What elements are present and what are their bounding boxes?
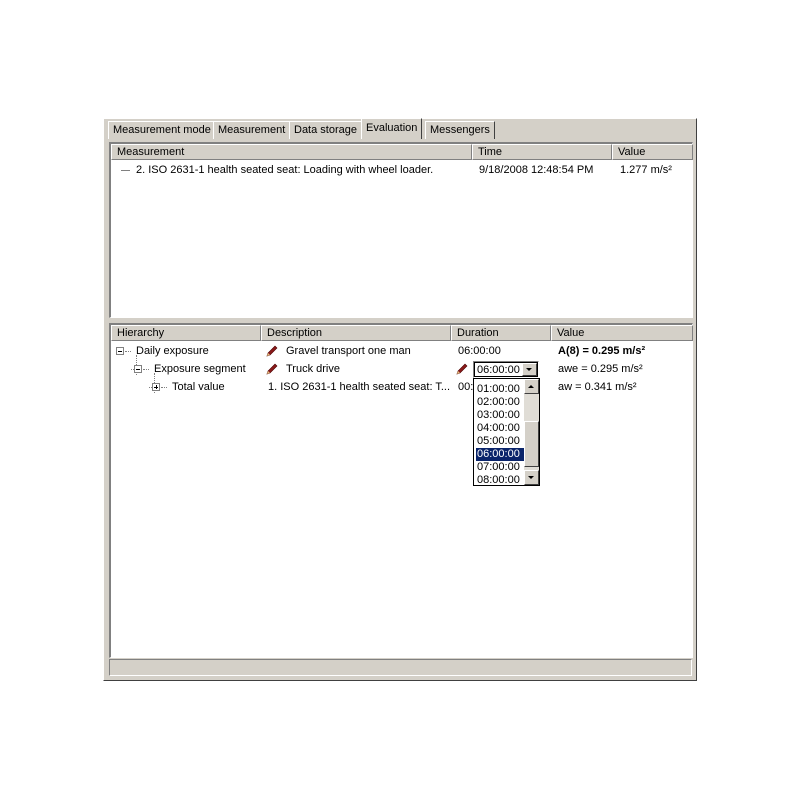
duration-select[interactable] — [473, 361, 539, 378]
duration-option[interactable]: 05:00:00 — [477, 435, 520, 447]
column-header-value[interactable]: Value — [612, 144, 693, 160]
column-header-hierarchy[interactable]: Hierarchy — [111, 325, 261, 341]
duration-option[interactable]: 08:00:00 — [477, 474, 520, 486]
dropdown-button[interactable] — [522, 363, 537, 376]
measurement-time: 9/18/2008 12:48:54 PM — [479, 164, 594, 176]
collapse-icon[interactable] — [116, 347, 124, 355]
table-row[interactable] — [111, 162, 691, 178]
tab-messengers[interactable]: Messengers — [425, 121, 495, 139]
tree-row-exposure-segment[interactable] — [111, 361, 691, 379]
column-header-time[interactable]: Time — [472, 144, 612, 160]
collapse-icon[interactable] — [134, 365, 142, 373]
tree-line — [161, 387, 167, 388]
description-text: Gravel transport one man — [286, 345, 411, 357]
expand-icon[interactable] — [152, 383, 160, 391]
value-text: A(8) = 0.295 m/s² — [558, 345, 646, 357]
tree-row-daily-exposure[interactable] — [111, 343, 691, 361]
hierarchy-label: Exposure segment — [154, 363, 246, 375]
tree-row-total-value[interactable] — [111, 379, 691, 397]
pencil-icon[interactable] — [265, 344, 279, 358]
duration-option[interactable]: 02:00:00 — [477, 396, 520, 408]
hierarchy-tree[interactable] — [109, 323, 693, 658]
tab-evaluation[interactable]: Evaluation — [361, 118, 422, 139]
evaluation-window — [103, 118, 697, 681]
chevron-up-icon — [525, 380, 538, 393]
scroll-thumb[interactable] — [524, 421, 539, 467]
chevron-down-icon — [525, 471, 538, 484]
scroll-down-button[interactable] — [524, 470, 539, 485]
description-text: Truck drive — [286, 363, 340, 375]
hierarchy-label: Total value — [172, 381, 225, 393]
value-text: awe = 0.295 m/s² — [558, 363, 643, 375]
duration-option[interactable]: 07:00:00 — [477, 461, 520, 473]
duration-options-list[interactable] — [473, 378, 540, 486]
scroll-up-button[interactable] — [524, 379, 539, 394]
tab-data-storage[interactable]: Data storage — [289, 121, 362, 139]
tree-line — [143, 369, 149, 370]
measurements-list[interactable] — [109, 142, 693, 318]
pencil-icon[interactable] — [455, 362, 469, 376]
tab-measurement[interactable]: Measurement — [213, 121, 290, 139]
value-text: aw = 0.341 m/s² — [558, 381, 637, 393]
measurement-name: 2. ISO 2631-1 health seated seat: Loading with wheel loader. — [136, 164, 434, 176]
column-header-measurement[interactable]: Measurement — [111, 144, 472, 160]
tree-line — [125, 351, 131, 352]
duration-select-value: 06:00:00 — [477, 364, 520, 376]
column-header-value[interactable]: Value — [551, 325, 693, 341]
tab-measurement-mode[interactable]: Measurement mode — [108, 121, 216, 139]
duration-text: 00: — [458, 381, 474, 393]
status-bar — [109, 659, 692, 676]
duration-option[interactable]: 03:00:00 — [477, 409, 520, 421]
tree-line — [121, 170, 130, 171]
column-header-duration[interactable]: Duration — [451, 325, 551, 341]
duration-option[interactable]: 01:00:00 — [477, 383, 520, 395]
description-text: 1. ISO 2631-1 health seated seat: T... — [268, 381, 451, 393]
duration-option-selected[interactable]: 06:00:00 — [476, 448, 526, 461]
chevron-down-icon — [523, 364, 536, 375]
hierarchy-label: Daily exposure — [136, 345, 209, 357]
duration-option[interactable]: 04:00:00 — [477, 422, 520, 434]
pencil-icon[interactable] — [265, 362, 279, 376]
column-header-description[interactable]: Description — [261, 325, 451, 341]
duration-text: 06:00:00 — [458, 345, 501, 357]
list-scrollbar[interactable] — [524, 379, 539, 485]
measurement-value: 1.277 m/s² — [620, 164, 672, 176]
